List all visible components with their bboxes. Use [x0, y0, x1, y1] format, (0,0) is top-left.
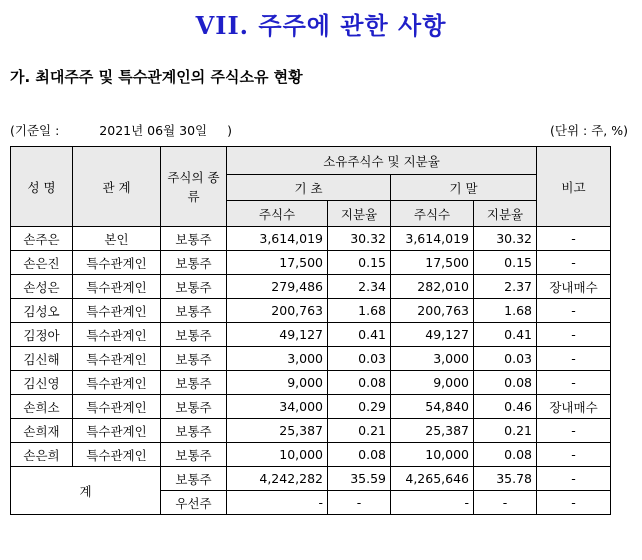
total-common-type: 보통주 [161, 467, 227, 491]
table-row [11, 419, 611, 443]
reference-date-close: ) [227, 123, 232, 138]
cell-remark: 장내매수 [537, 395, 611, 419]
total-common-end-ratio: 35.78 [474, 467, 537, 491]
cell-relation: 특수관계인 [73, 395, 161, 419]
cell-name: 김정아 [11, 323, 73, 347]
cell-stock-type: 보통주 [161, 251, 227, 275]
reference-date [10, 121, 232, 139]
cell-start-ratio: 0.41 [328, 323, 391, 347]
header-end-shares: 주식수 [391, 201, 474, 227]
cell-name: 김신영 [11, 371, 73, 395]
header-ownership: 소유주식수 및 지분율 [227, 147, 537, 175]
cell-remark: - [537, 299, 611, 323]
cell-relation: 특수관계인 [73, 299, 161, 323]
cell-stock-type: 보통주 [161, 443, 227, 467]
cell-stock-type: 보통주 [161, 371, 227, 395]
table-row [11, 299, 611, 323]
cell-remark: - [537, 419, 611, 443]
total-common-end-shares: 4,265,646 [391, 467, 474, 491]
cell-remark: - [537, 251, 611, 275]
header-start-shares: 주식수 [227, 201, 328, 227]
cell-end-ratio: 2.37 [474, 275, 537, 299]
table-row [11, 227, 611, 251]
cell-end-shares: 282,010 [391, 275, 474, 299]
cell-start-ratio: 0.08 [328, 443, 391, 467]
cell-start-shares: 9,000 [227, 371, 328, 395]
header-period-start: 기 초 [227, 175, 391, 201]
cell-remark: - [537, 371, 611, 395]
cell-name: 김성오 [11, 299, 73, 323]
cell-start-shares: 17,500 [227, 251, 328, 275]
total-preferred-start-ratio: - [328, 491, 391, 515]
cell-stock-type: 보통주 [161, 227, 227, 251]
cell-relation: 특수관계인 [73, 275, 161, 299]
table-row [11, 251, 611, 275]
table-row [11, 395, 611, 419]
cell-start-shares: 34,000 [227, 395, 328, 419]
cell-start-ratio: 0.21 [328, 419, 391, 443]
cell-remark: - [537, 227, 611, 251]
cell-start-ratio: 0.15 [328, 251, 391, 275]
table-row [11, 323, 611, 347]
cell-end-shares: 54,840 [391, 395, 474, 419]
cell-end-shares: 3,614,019 [391, 227, 474, 251]
cell-name: 손희소 [11, 395, 73, 419]
cell-relation: 특수관계인 [73, 371, 161, 395]
cell-end-ratio: 1.68 [474, 299, 537, 323]
header-period-end: 기 말 [391, 175, 537, 201]
cell-end-shares: 3,000 [391, 347, 474, 371]
reference-date-label: (기준일 : [10, 123, 60, 138]
cell-remark: 장내매수 [537, 275, 611, 299]
total-preferred-remark: - [537, 491, 611, 515]
total-preferred-start-shares: - [227, 491, 328, 515]
cell-remark: - [537, 443, 611, 467]
cell-start-shares: 49,127 [227, 323, 328, 347]
table-row [11, 347, 611, 371]
total-label: 계 [11, 467, 161, 515]
header-end-ratio: 지분율 [474, 201, 537, 227]
cell-stock-type: 보통주 [161, 299, 227, 323]
cell-start-shares: 3,614,019 [227, 227, 328, 251]
cell-name: 손성은 [11, 275, 73, 299]
table-body [11, 227, 611, 515]
cell-stock-type: 보통주 [161, 275, 227, 299]
cell-name: 손은진 [11, 251, 73, 275]
cell-end-ratio: 0.21 [474, 419, 537, 443]
cell-start-ratio: 0.03 [328, 347, 391, 371]
cell-end-ratio: 0.41 [474, 323, 537, 347]
cell-relation: 특수관계인 [73, 251, 161, 275]
total-common-remark: - [537, 467, 611, 491]
cell-stock-type: 보통주 [161, 323, 227, 347]
cell-name: 손희재 [11, 419, 73, 443]
total-row-common [11, 467, 611, 491]
total-common-start-ratio: 35.59 [328, 467, 391, 491]
cell-start-ratio: 2.34 [328, 275, 391, 299]
header-relation: 관 계 [73, 147, 161, 227]
cell-name: 손은희 [11, 443, 73, 467]
cell-relation: 본인 [73, 227, 161, 251]
cell-remark: - [537, 347, 611, 371]
cell-end-ratio: 30.32 [474, 227, 537, 251]
cell-relation: 특수관계인 [73, 419, 161, 443]
cell-stock-type: 보통주 [161, 347, 227, 371]
cell-start-ratio: 0.08 [328, 371, 391, 395]
cell-end-ratio: 0.46 [474, 395, 537, 419]
cell-start-shares: 3,000 [227, 347, 328, 371]
cell-relation: 특수관계인 [73, 347, 161, 371]
total-preferred-end-ratio: - [474, 491, 537, 515]
cell-end-shares: 25,387 [391, 419, 474, 443]
header-stock-type: 주식의 종류 [161, 147, 227, 227]
subsection-title: 가. 최대주주 및 특수관계인의 주식소유 현황 [10, 68, 303, 86]
total-preferred-type: 우선주 [161, 491, 227, 515]
cell-stock-type: 보통주 [161, 419, 227, 443]
cell-relation: 특수관계인 [73, 443, 161, 467]
cell-end-ratio: 0.03 [474, 347, 537, 371]
cell-end-shares: 49,127 [391, 323, 474, 347]
cell-end-ratio: 0.15 [474, 251, 537, 275]
table-row [11, 275, 611, 299]
shareholder-table [10, 146, 611, 515]
cell-end-ratio: 0.08 [474, 371, 537, 395]
cell-start-ratio: 1.68 [328, 299, 391, 323]
unit-note: (단위 : 주, %) [550, 123, 628, 138]
section-title: VII. 주주에 관한 사항 [195, 11, 447, 40]
cell-end-ratio: 0.08 [474, 443, 537, 467]
header-name: 성 명 [11, 147, 73, 227]
cell-start-shares: 25,387 [227, 419, 328, 443]
header-remark: 비고 [537, 147, 611, 227]
cell-relation: 특수관계인 [73, 323, 161, 347]
cell-start-shares: 200,763 [227, 299, 328, 323]
cell-name: 김신해 [11, 347, 73, 371]
cell-name: 손주은 [11, 227, 73, 251]
cell-end-shares: 17,500 [391, 251, 474, 275]
cell-remark: - [537, 323, 611, 347]
table-row [11, 371, 611, 395]
cell-end-shares: 200,763 [391, 299, 474, 323]
cell-stock-type: 보통주 [161, 395, 227, 419]
cell-start-shares: 10,000 [227, 443, 328, 467]
total-common-start-shares: 4,242,282 [227, 467, 328, 491]
cell-start-ratio: 30.32 [328, 227, 391, 251]
cell-end-shares: 9,000 [391, 371, 474, 395]
table-row [11, 443, 611, 467]
cell-start-ratio: 0.29 [328, 395, 391, 419]
header-start-ratio: 지분율 [328, 201, 391, 227]
cell-start-shares: 279,486 [227, 275, 328, 299]
table-header [11, 147, 611, 227]
cell-end-shares: 10,000 [391, 443, 474, 467]
total-preferred-end-shares: - [391, 491, 474, 515]
reference-date-value: 2021년 06월 30일 [99, 123, 208, 138]
